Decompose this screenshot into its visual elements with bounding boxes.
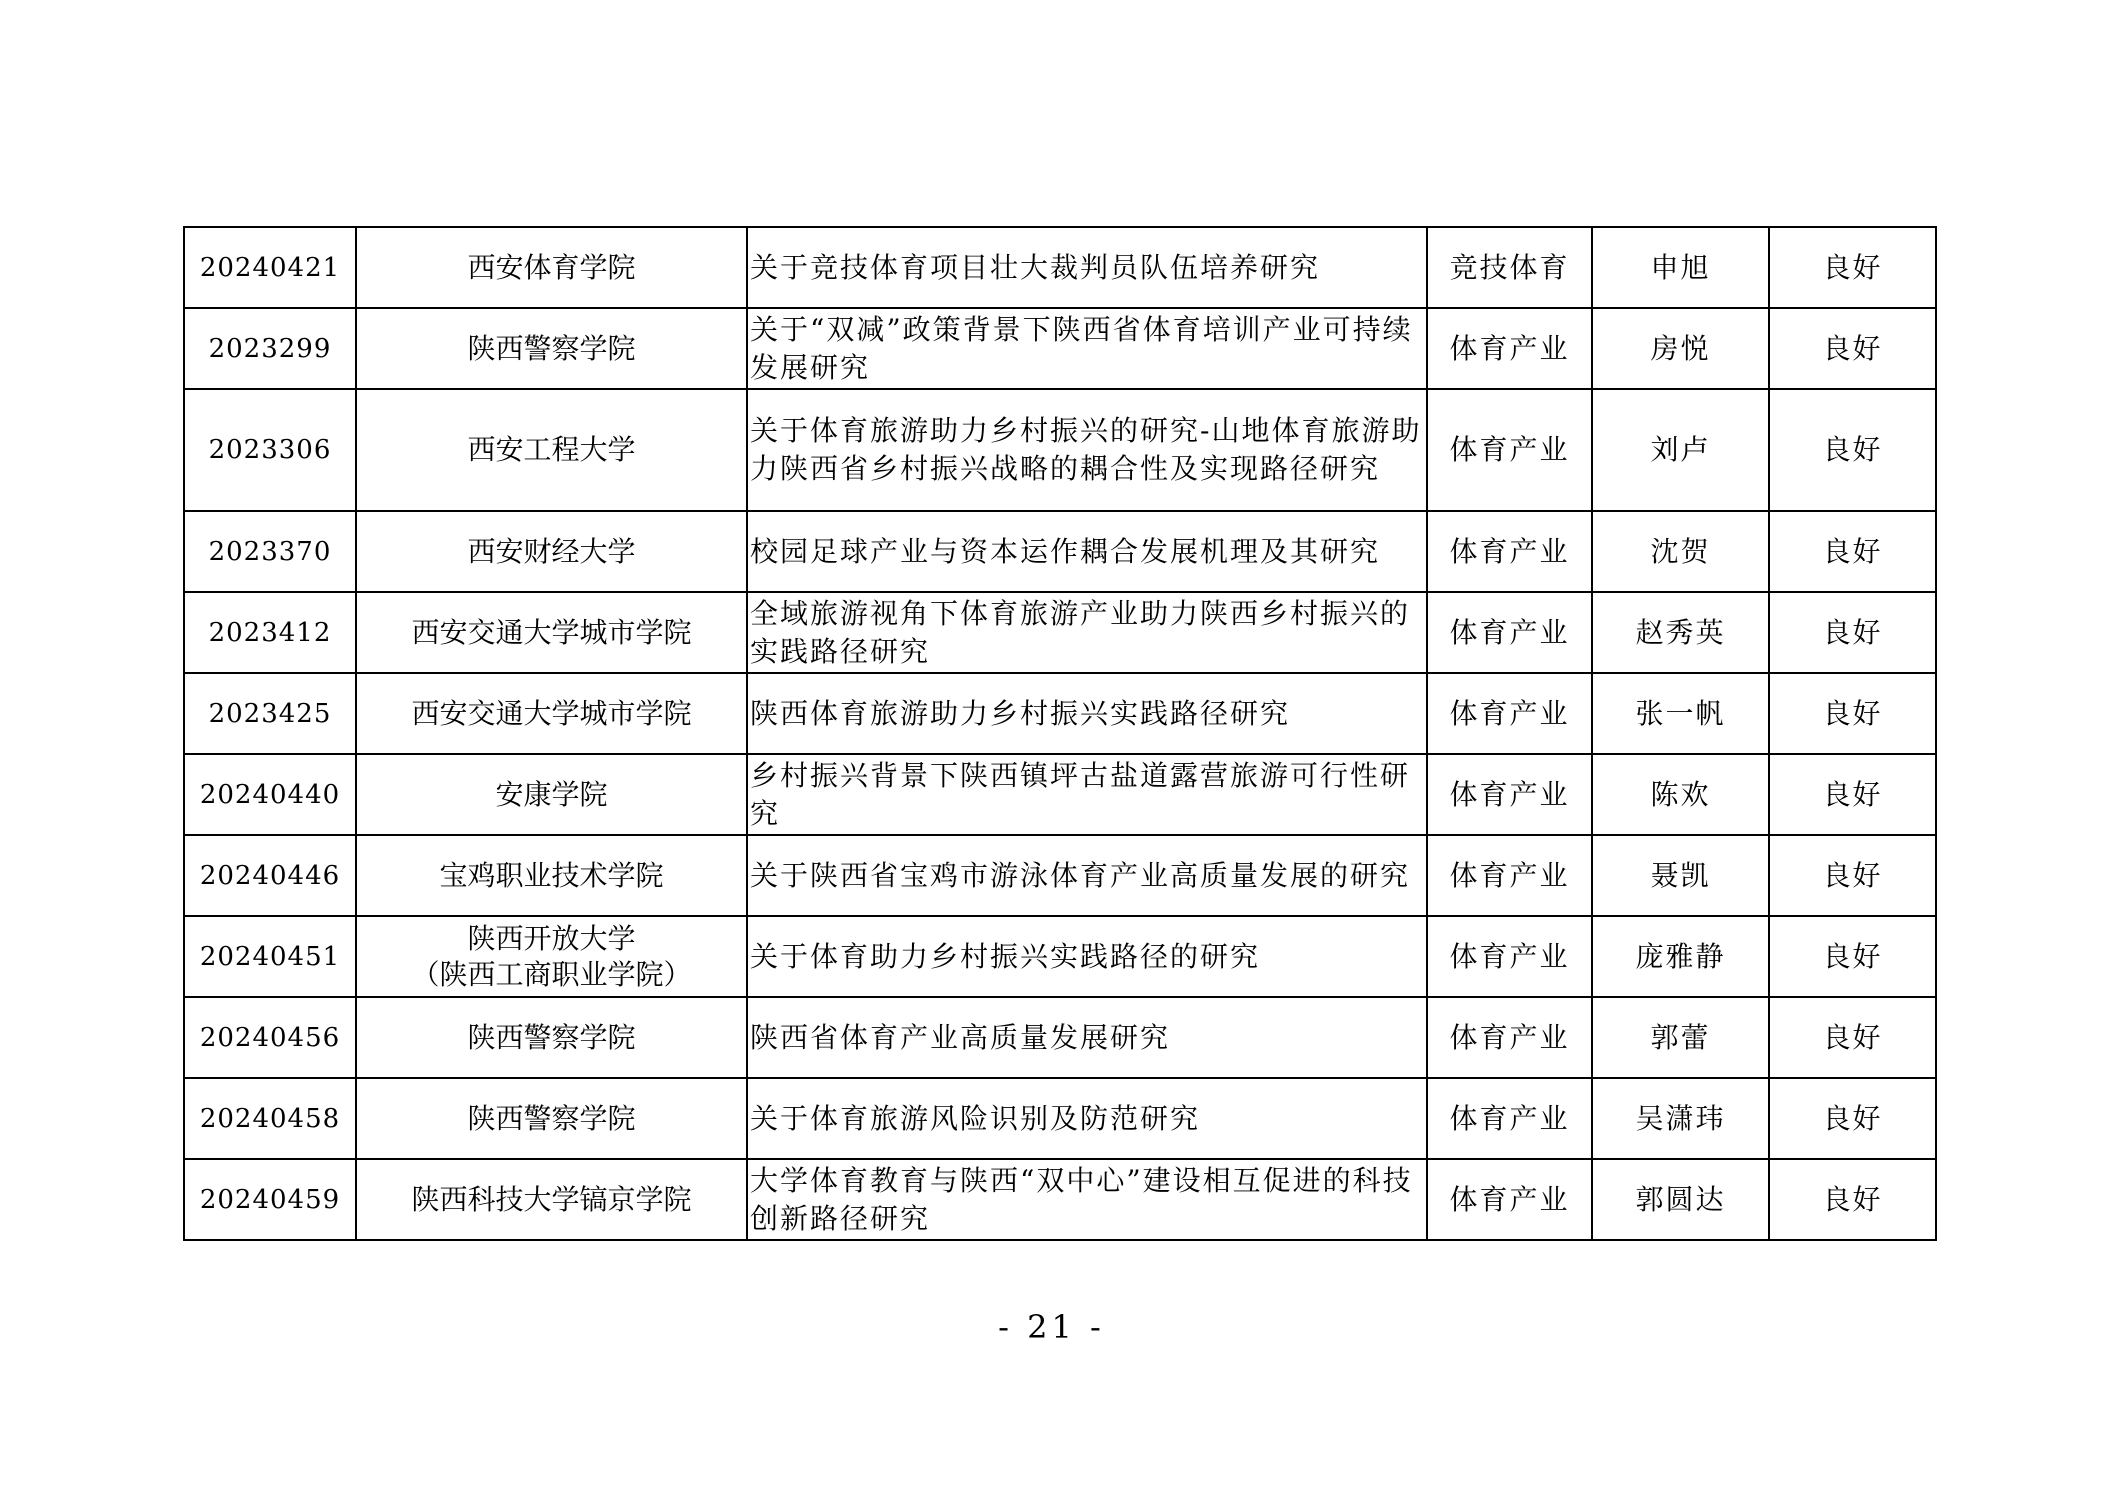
school-cell: 陕西开放大学 （陕西工商职业学院） — [356, 916, 747, 997]
project-id-cell: 2023412 — [184, 592, 356, 673]
leader-name-cell: 沈贺 — [1592, 511, 1769, 592]
school-cell: 安康学院 — [356, 754, 747, 835]
leader-name-cell: 陈欢 — [1592, 754, 1769, 835]
category-cell: 体育产业 — [1427, 997, 1592, 1078]
table-row — [184, 673, 1936, 754]
project-id-cell: 20240421 — [184, 227, 356, 308]
school-cell: 宝鸡职业技术学院 — [356, 835, 747, 916]
grade-cell: 良好 — [1769, 389, 1936, 511]
leader-name-cell: 聂凯 — [1592, 835, 1769, 916]
project-title-cell: 陕西体育旅游助力乡村振兴实践路径研究 — [747, 673, 1427, 754]
category-cell: 体育产业 — [1427, 389, 1592, 511]
category-cell: 体育产业 — [1427, 835, 1592, 916]
category-cell: 体育产业 — [1427, 1159, 1592, 1240]
grade-cell: 良好 — [1769, 997, 1936, 1078]
project-title-cell: 陕西省体育产业高质量发展研究 — [747, 997, 1427, 1078]
project-id-cell: 2023425 — [184, 673, 356, 754]
leader-name-cell: 赵秀英 — [1592, 592, 1769, 673]
project-id-cell: 20240446 — [184, 835, 356, 916]
table-row — [184, 592, 1936, 673]
school-cell: 西安体育学院 — [356, 227, 747, 308]
category-cell: 竞技体育 — [1427, 227, 1592, 308]
project-id-cell: 20240456 — [184, 997, 356, 1078]
category-cell: 体育产业 — [1427, 511, 1592, 592]
project-title-cell: 关于陕西省宝鸡市游泳体育产业高质量发展的研究 — [747, 835, 1427, 916]
project-title-cell: 关于体育旅游风险识别及防范研究 — [747, 1078, 1427, 1159]
grade-cell: 良好 — [1769, 592, 1936, 673]
table-row — [184, 1159, 1936, 1240]
leader-name-cell: 张一帆 — [1592, 673, 1769, 754]
school-cell: 陕西科技大学镐京学院 — [356, 1159, 747, 1240]
category-cell: 体育产业 — [1427, 754, 1592, 835]
leader-name-cell: 庞雅静 — [1592, 916, 1769, 997]
school-cell: 西安财经大学 — [356, 511, 747, 592]
project-id-cell: 20240459 — [184, 1159, 356, 1240]
table-row — [184, 227, 1936, 308]
grade-cell: 良好 — [1769, 835, 1936, 916]
category-cell: 体育产业 — [1427, 673, 1592, 754]
category-cell: 体育产业 — [1427, 916, 1592, 997]
grade-cell: 良好 — [1769, 754, 1936, 835]
project-title-cell: 大学体育教育与陕西“双中心”建设相互促进的科技创新路径研究 — [747, 1159, 1427, 1240]
category-cell: 体育产业 — [1427, 1078, 1592, 1159]
leader-name-cell: 郭圆达 — [1592, 1159, 1769, 1240]
table-row — [184, 308, 1936, 389]
grade-cell: 良好 — [1769, 916, 1936, 997]
leader-name-cell: 郭蕾 — [1592, 997, 1769, 1078]
table-row — [184, 511, 1936, 592]
project-title-cell: 关于体育旅游助力乡村振兴的研究-山地体育旅游助力陕西省乡村振兴战略的耦合性及实现路径研究 — [747, 389, 1427, 511]
project-title-cell: 全域旅游视角下体育旅游产业助力陕西乡村振兴的实践路径研究 — [747, 592, 1427, 673]
leader-name-cell: 刘卢 — [1592, 389, 1769, 511]
project-title-cell: 校园足球产业与资本运作耦合发展机理及其研究 — [747, 511, 1427, 592]
project-id-cell: 20240440 — [184, 754, 356, 835]
project-id-cell: 2023306 — [184, 389, 356, 511]
grade-cell: 良好 — [1769, 308, 1936, 389]
leader-name-cell: 房悦 — [1592, 308, 1769, 389]
project-id-cell: 2023299 — [184, 308, 356, 389]
grade-cell: 良好 — [1769, 511, 1936, 592]
project-id-cell: 20240451 — [184, 916, 356, 997]
project-title-cell: 关于体育助力乡村振兴实践路径的研究 — [747, 916, 1427, 997]
leader-name-cell: 申旭 — [1592, 227, 1769, 308]
school-cell: 陕西警察学院 — [356, 308, 747, 389]
table-row — [184, 997, 1936, 1078]
category-cell: 体育产业 — [1427, 592, 1592, 673]
school-cell: 西安交通大学城市学院 — [356, 592, 747, 673]
table-row — [184, 754, 1936, 835]
page-number: - 21 - — [998, 1308, 1105, 1346]
project-title-cell: 乡村振兴背景下陕西镇坪古盐道露营旅游可行性研究 — [747, 754, 1427, 835]
table-row — [184, 389, 1936, 511]
project-id-cell: 2023370 — [184, 511, 356, 592]
table-row — [184, 916, 1936, 997]
school-cell: 西安交通大学城市学院 — [356, 673, 747, 754]
project-title-cell: 关于竞技体育项目壮大裁判员队伍培养研究 — [747, 227, 1427, 308]
school-cell: 西安工程大学 — [356, 389, 747, 511]
project-results-table — [183, 226, 1937, 1241]
table-row — [184, 1078, 1936, 1159]
project-id-cell: 20240458 — [184, 1078, 356, 1159]
grade-cell: 良好 — [1769, 1078, 1936, 1159]
school-cell: 陕西警察学院 — [356, 1078, 747, 1159]
table-row — [184, 835, 1936, 916]
table-body — [184, 227, 1936, 1240]
school-cell: 陕西警察学院 — [356, 997, 747, 1078]
category-cell: 体育产业 — [1427, 308, 1592, 389]
leader-name-cell: 吴潇玮 — [1592, 1078, 1769, 1159]
grade-cell: 良好 — [1769, 1159, 1936, 1240]
grade-cell: 良好 — [1769, 673, 1936, 754]
project-title-cell: 关于“双减”政策背景下陕西省体育培训产业可持续发展研究 — [747, 308, 1427, 389]
grade-cell: 良好 — [1769, 227, 1936, 308]
